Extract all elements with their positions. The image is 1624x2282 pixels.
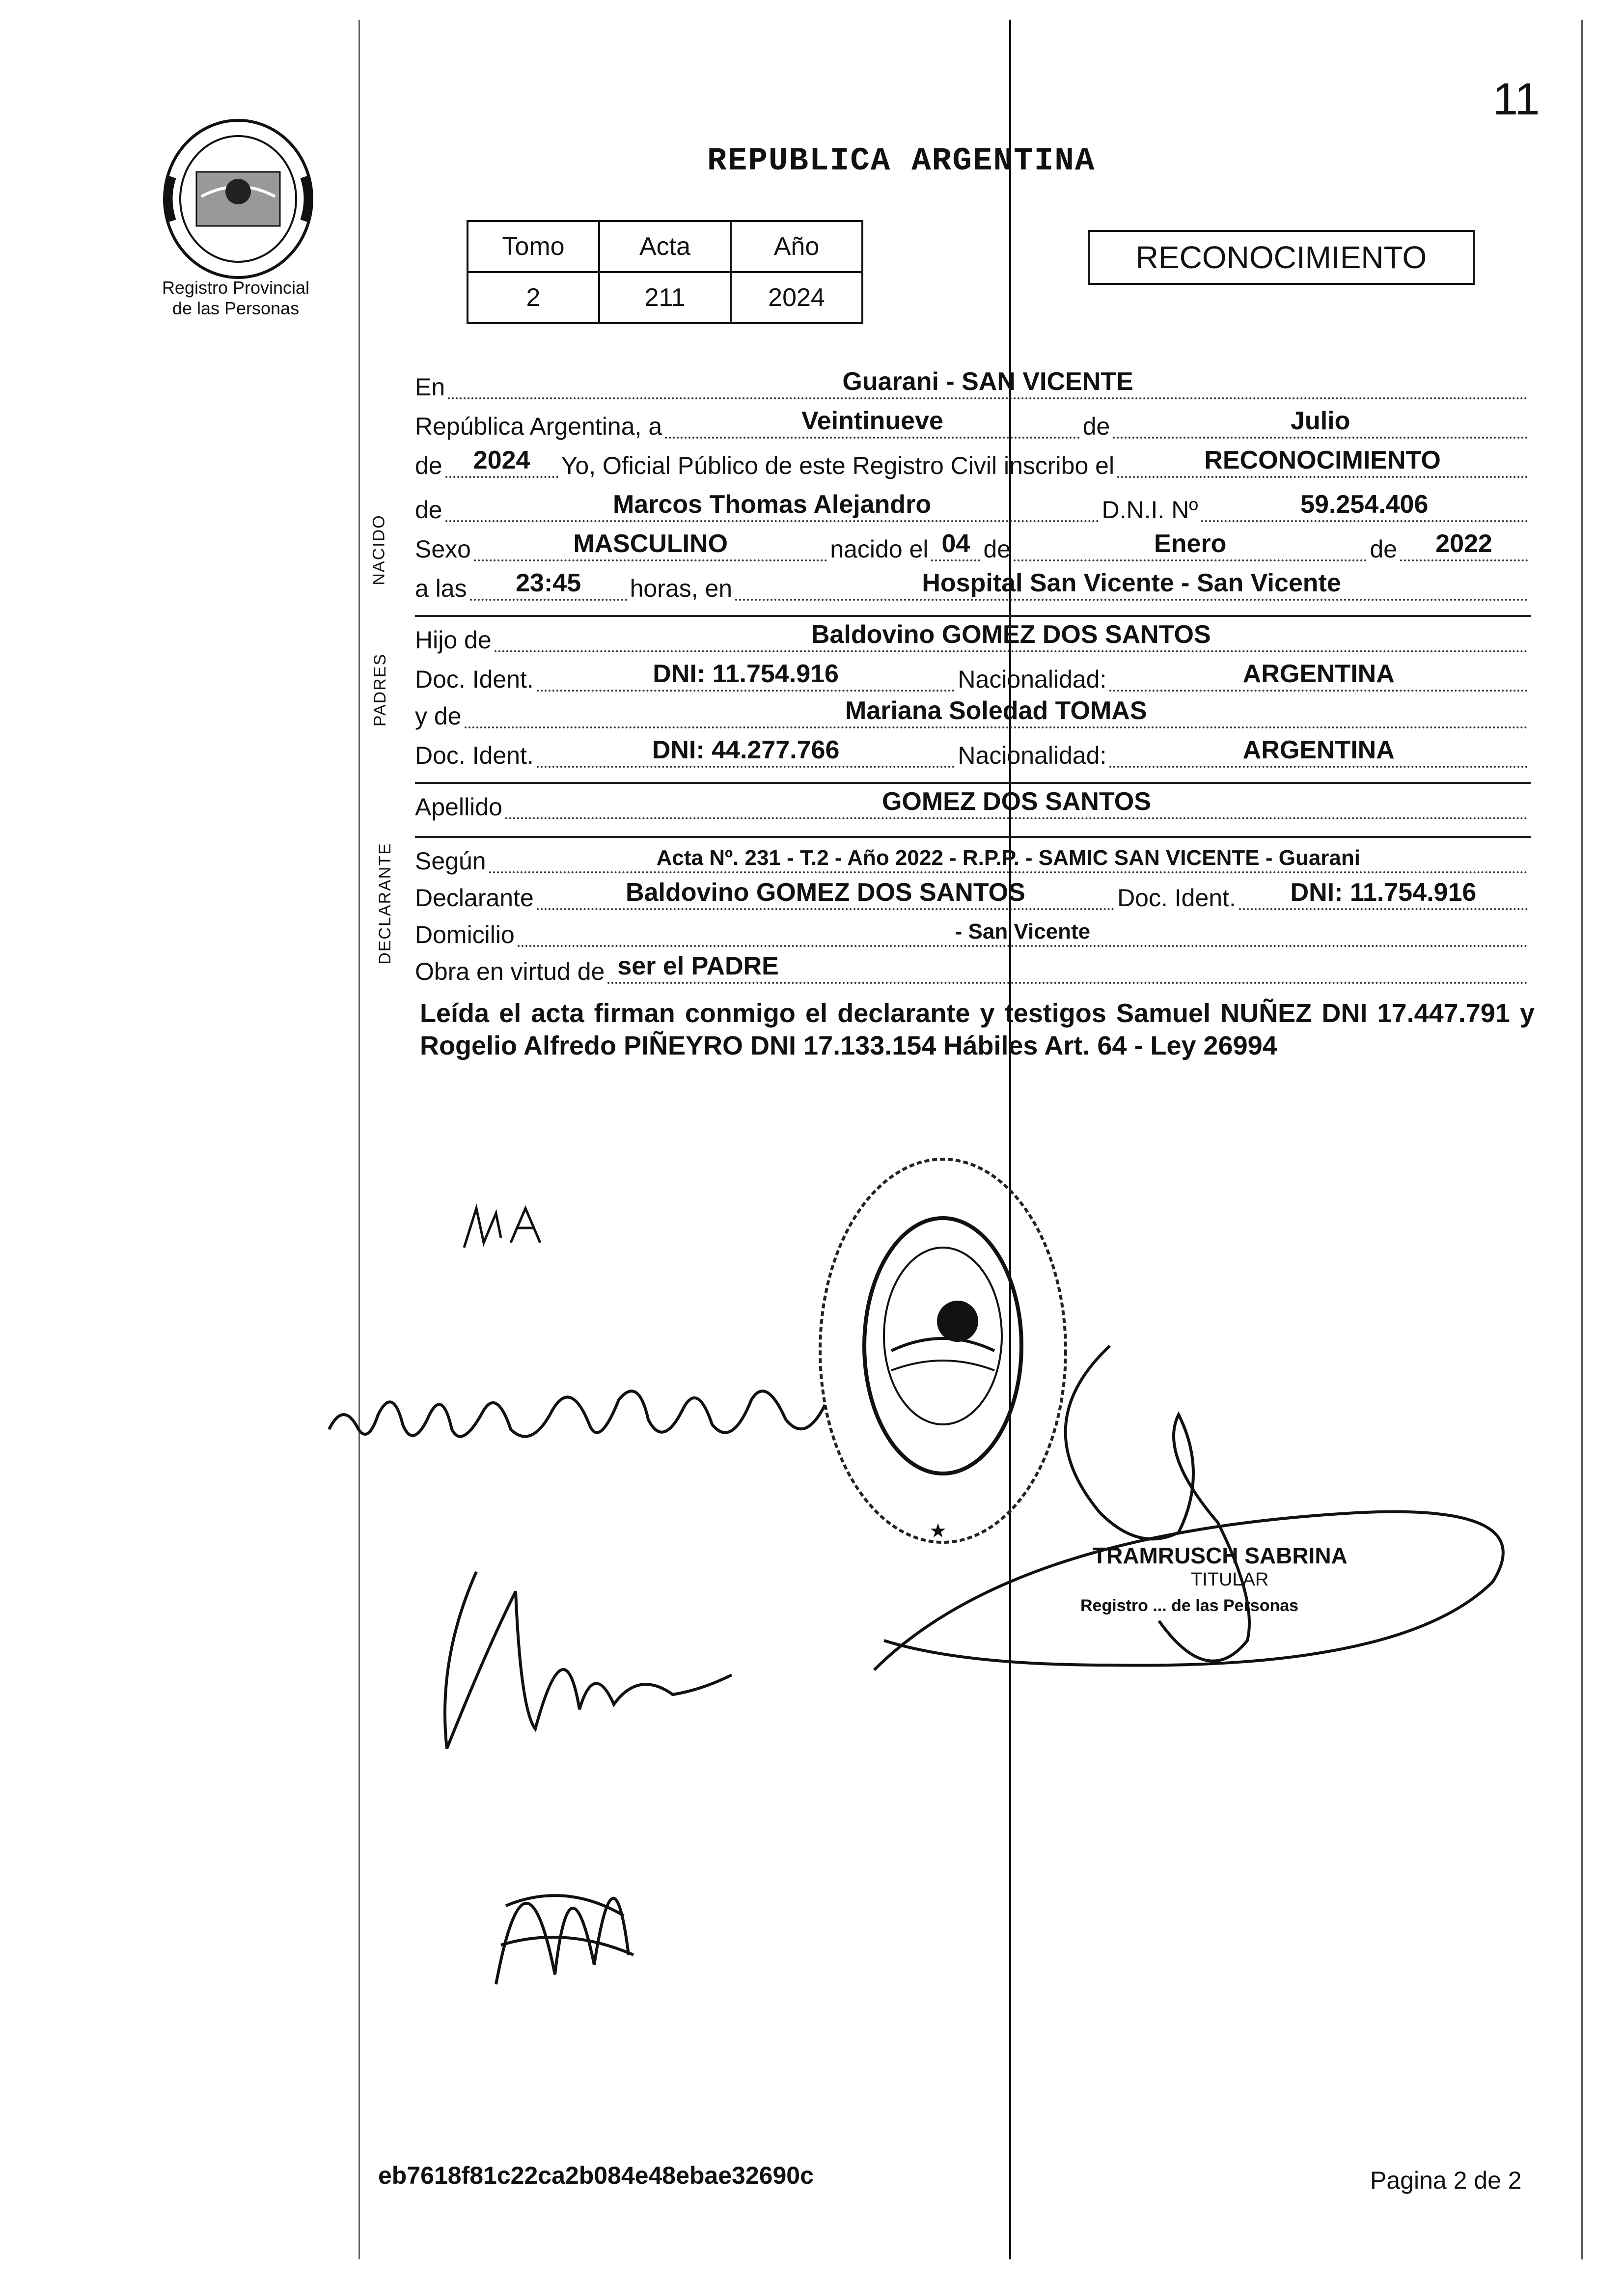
witness-signature-2 [467, 1808, 673, 2004]
logo-caption-line1: Registro Provincial [162, 278, 310, 298]
initials-signature [457, 1198, 565, 1257]
value-dia: Veintinueve [801, 407, 943, 435]
value-lugar-inscripcion: Guarani - SAN VICENTE [842, 367, 1133, 396]
label-dni: D.N.I. Nº [1101, 496, 1198, 524]
stamp-official-office: Registro ... de las Personas [1080, 1596, 1299, 1615]
ref-header-acta: Acta [599, 221, 731, 272]
side-label-padres: PADRES [371, 653, 390, 727]
value-nac-anio: 2022 [1435, 529, 1492, 558]
value-lugar-nacimiento: Hospital San Vicente - San Vicente [922, 569, 1341, 597]
row-obra [415, 946, 1531, 991]
logo-caption-line2: de las Personas [172, 298, 300, 318]
value-madre-nacionalidad: ARGENTINA [1242, 736, 1395, 764]
label-segun: Según [415, 847, 486, 875]
page-indicator: Pagina 2 de 2 [1370, 2167, 1522, 2194]
value-declarante: Baldovino GOMEZ DOS SANTOS [626, 878, 1025, 907]
side-label-nacido: NACIDO [369, 514, 388, 585]
ref-value-anio: 2024 [731, 272, 862, 323]
value-nombre: Marcos Thomas Alejandro [612, 490, 932, 519]
value-declarante-doc: DNI: 11.754.916 [1290, 878, 1477, 907]
act-type-box: RECONOCIMIENTO [1088, 230, 1475, 285]
value-padre-nacionalidad: ARGENTINA [1242, 660, 1395, 688]
label-inscribo: Yo, Oficial Público de este Registro Civil inscribo el [561, 452, 1115, 479]
value-anio: 2024 [473, 446, 530, 474]
value-obra-en-virtud: ser el PADRE [617, 952, 779, 980]
value-padre-doc: DNI: 11.754.916 [653, 660, 839, 688]
value-padre: Baldovino GOMEZ DOS SANTOS [811, 620, 1211, 649]
label-nacionalidad-padre: Nacionalidad: [958, 666, 1107, 693]
value-sexo: MASCULINO [573, 529, 728, 558]
label-nacido-el: nacido el [830, 535, 929, 563]
label-en: En [415, 373, 445, 401]
value-apellido: GOMEZ DOS SANTOS [881, 787, 1151, 816]
document-title: REPUBLICA ARGENTINA [707, 142, 1096, 179]
label-republica: República Argentina, a [415, 413, 662, 440]
stamp-official-name: TRAMRUSCH SABRINA [1093, 1543, 1348, 1568]
value-nac-mes: Enero [1154, 529, 1227, 558]
ref-header-tomo: Tomo [468, 221, 599, 272]
value-madre: Mariana Soledad TOMAS [845, 696, 1147, 725]
row-nombre [415, 484, 1531, 529]
label-de: de [1082, 413, 1110, 440]
label-y-de: y de [415, 702, 462, 730]
ref-value-tomo: 2 [468, 272, 599, 323]
right-margin-line [1581, 20, 1583, 2259]
witness-signature-1 [417, 1562, 771, 1768]
label-de5: de [1370, 535, 1397, 563]
province-seal-logo [162, 118, 314, 280]
svg-text:★: ★ [929, 1520, 947, 1542]
page-number: 11 [1493, 74, 1540, 124]
value-tipo-acto: RECONOCIMIENTO [1204, 446, 1441, 474]
label-de4: de [983, 535, 1011, 563]
label-a-las: a las [415, 575, 467, 602]
officer-signature [864, 1326, 1552, 1699]
row-fecha [415, 400, 1531, 445]
document-hash: eb7618f81c22ca2b084e48ebae32690c [378, 2162, 814, 2189]
label-hijo-de: Hijo de [415, 626, 492, 654]
row-hora-lugar [415, 562, 1531, 608]
value-nac-dia: 04 [941, 529, 970, 558]
label-doc-ident-padre: Doc. Ident. [415, 666, 534, 693]
label-nacionalidad-madre: Nacionalidad: [958, 742, 1107, 769]
stamp-official-role: TITULAR [1191, 1569, 1269, 1590]
closing-statement: Leída el acta firman conmigo el declarante y testigos Samuel NUÑEZ DNI 17.447.791 y Rogelio Alfredo PIÑEYRO DNI 17.133.154 Hábiles Art. 64 - Ley 26994 [420, 999, 1535, 1060]
logo-caption [142, 278, 329, 319]
row-sexo [415, 523, 1531, 568]
label-de2: de [415, 452, 442, 479]
value-madre-doc: DNI: 44.277.766 [652, 736, 840, 764]
ref-header-anio: Año [731, 221, 862, 272]
row-inscripcion [415, 440, 1531, 485]
value-segun: Acta Nº. 231 - T.2 - Año 2022 - R.P.P. - SAMIC SAN VICENTE - Guarani [656, 846, 1360, 870]
label-de3: de [415, 496, 442, 524]
value-mes: Julio [1291, 407, 1350, 435]
declarant-signature [324, 1356, 864, 1464]
label-horas-en: horas, en [630, 575, 733, 602]
row-lugar [415, 361, 1531, 406]
label-doc-ident-madre: Doc. Ident. [415, 742, 534, 769]
label-domicilio: Domicilio [415, 921, 515, 948]
row-madre [415, 690, 1531, 735]
row-apellido [415, 781, 1531, 826]
value-hora: 23:45 [516, 569, 581, 597]
reference-table [467, 220, 863, 324]
label-obra-en-virtud: Obra en virtud de [415, 958, 605, 985]
value-domicilio: - San Vicente [955, 919, 1091, 944]
label-doc-ident-declarante: Doc. Ident. [1117, 884, 1236, 912]
label-sexo: Sexo [415, 535, 471, 563]
ref-value-acta: 211 [599, 272, 731, 323]
label-apellido: Apellido [415, 793, 502, 821]
value-dni: 59.254.406 [1300, 490, 1429, 519]
side-label-declarante: DECLARANTE [375, 842, 394, 965]
row-padre [415, 614, 1531, 659]
label-declarante: Declarante [415, 884, 534, 912]
margin-line [358, 20, 360, 2259]
row-madre-doc [415, 729, 1531, 775]
